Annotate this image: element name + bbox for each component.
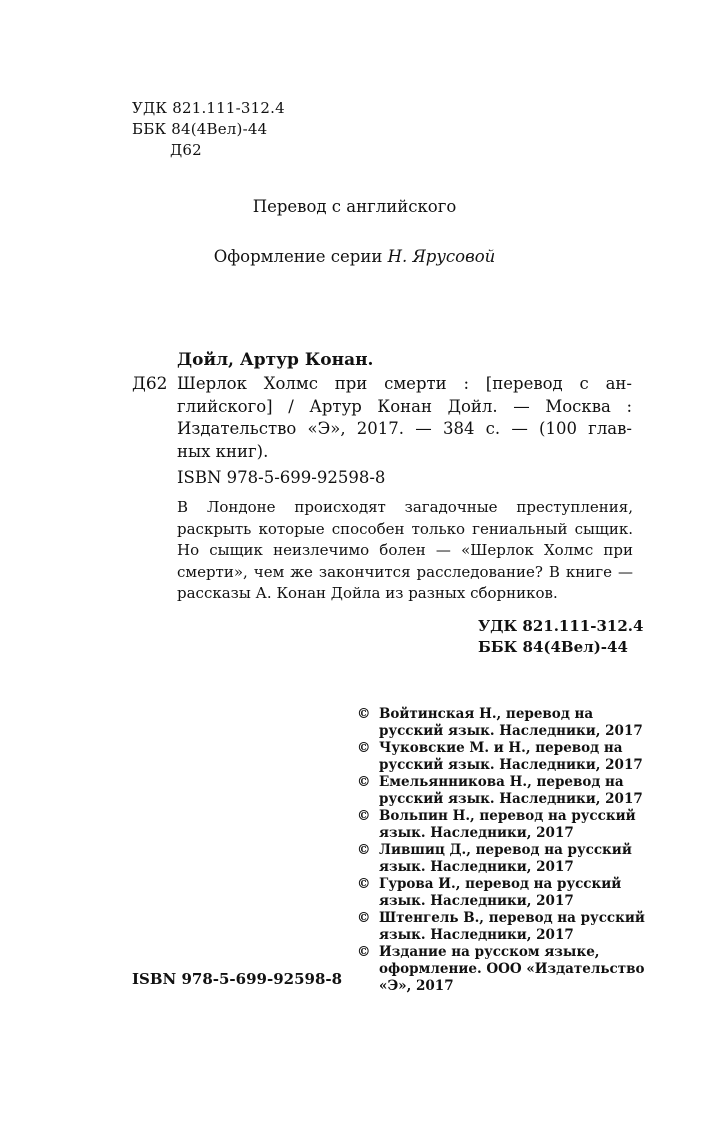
bbk-code: ББК 84(4Вел)-44 bbox=[132, 120, 268, 138]
udc-code-right: УДК 821.111-312.4 bbox=[478, 617, 644, 635]
annotation-line: рассказы А. Конан Дойла из разных сборников. bbox=[177, 584, 558, 602]
copyright-text: Емельянникова Н., перевод на bbox=[379, 774, 624, 790]
author-mark: Д62 bbox=[170, 141, 202, 159]
classification-right bbox=[478, 616, 643, 658]
copyright-symbol: © bbox=[357, 774, 371, 790]
translation-note: Перевод с английского bbox=[252, 197, 457, 216]
copyright-text: Войтинская Н., перевод на bbox=[379, 706, 594, 722]
copyright-symbol: © bbox=[357, 910, 371, 926]
annotation-line: Но сыщик неизлечимо болен — «Шерлок Холмс при bbox=[177, 541, 633, 559]
copyright-text: Гурова И., перевод на русский bbox=[379, 876, 622, 892]
copyright-symbol: © bbox=[357, 842, 371, 858]
copyright-item bbox=[357, 706, 645, 740]
record-isbn: ISBN 978-5-699-92598-8 bbox=[177, 468, 386, 487]
biblio-line: ных книг). bbox=[177, 441, 269, 461]
copyright-text: «Э», 2017 bbox=[379, 978, 454, 994]
copyright-item bbox=[357, 808, 645, 842]
copyright-text: русский язык. Наследники, 2017 bbox=[379, 723, 643, 739]
bibliographic-description bbox=[177, 373, 632, 463]
series-design bbox=[0, 247, 709, 266]
series-design-prefix: Оформление серии bbox=[213, 247, 383, 266]
annotation-line: раскрыть которые способен только гениальный сыщик. bbox=[177, 519, 633, 538]
copyright-item bbox=[357, 944, 645, 995]
udc-code: УДК 821.111-312.4 bbox=[132, 99, 285, 117]
copyright-text: русский язык. Наследники, 2017 bbox=[379, 791, 643, 807]
annotation-line: смерти», чем же закончится расследование? В книге — bbox=[177, 562, 633, 581]
copyright-item bbox=[357, 774, 645, 808]
copyright-text: Лившиц Д., перевод на русский bbox=[379, 842, 632, 858]
isbn-bottom: ISBN 978-5-699-92598-8 bbox=[132, 970, 343, 988]
copyright-text: Вольпин Н., перевод на русский bbox=[379, 808, 636, 824]
record-author-mark: Д62 bbox=[132, 374, 168, 394]
bbk-code-right: ББК 84(4Вел)-44 bbox=[478, 638, 628, 656]
copyright-item bbox=[357, 740, 645, 774]
copyright-text: Издание на русском языке, bbox=[379, 944, 600, 960]
annotation-line: В Лондоне происходят загадочные преступления, bbox=[177, 498, 633, 516]
copyright-symbol: © bbox=[357, 740, 371, 756]
copyright-text: язык. Наследники, 2017 bbox=[379, 893, 574, 909]
copyright-symbol: © bbox=[357, 808, 371, 824]
copyright-item bbox=[357, 842, 645, 876]
author-heading: Дойл, Артур Конан. bbox=[177, 350, 374, 370]
classification-block bbox=[132, 98, 285, 161]
biblio-line: глийского] / Артур Конан Дойл. — Москва : bbox=[177, 396, 632, 416]
copyright-text: Штенгель В., перевод на русский bbox=[379, 910, 645, 926]
copyright-item bbox=[357, 876, 645, 910]
copyright-text: Чуковские М. и Н., перевод на bbox=[379, 740, 623, 756]
series-designer: Н. Ярусовой bbox=[387, 247, 496, 266]
biblio-line: Шерлок Холмс при смерти : [перевод с ан- bbox=[177, 374, 632, 393]
copyright-symbol: © bbox=[357, 706, 371, 722]
copyright-text: язык. Наследники, 2017 bbox=[379, 825, 574, 841]
copyright-text: язык. Наследники, 2017 bbox=[379, 927, 574, 943]
copyright-symbol: © bbox=[357, 944, 371, 960]
copyright-text: оформление. ООО «Издательство bbox=[379, 961, 645, 977]
copyright-text: язык. Наследники, 2017 bbox=[379, 859, 574, 875]
copyright-symbol: © bbox=[357, 876, 371, 892]
annotation bbox=[177, 497, 633, 605]
copyright-text: русский язык. Наследники, 2017 bbox=[379, 757, 643, 773]
copyright-item bbox=[357, 910, 645, 944]
biblio-line: Издательство «Э», 2017. — 384 с. — (100 глав- bbox=[177, 419, 632, 438]
copyright-list bbox=[357, 706, 645, 995]
